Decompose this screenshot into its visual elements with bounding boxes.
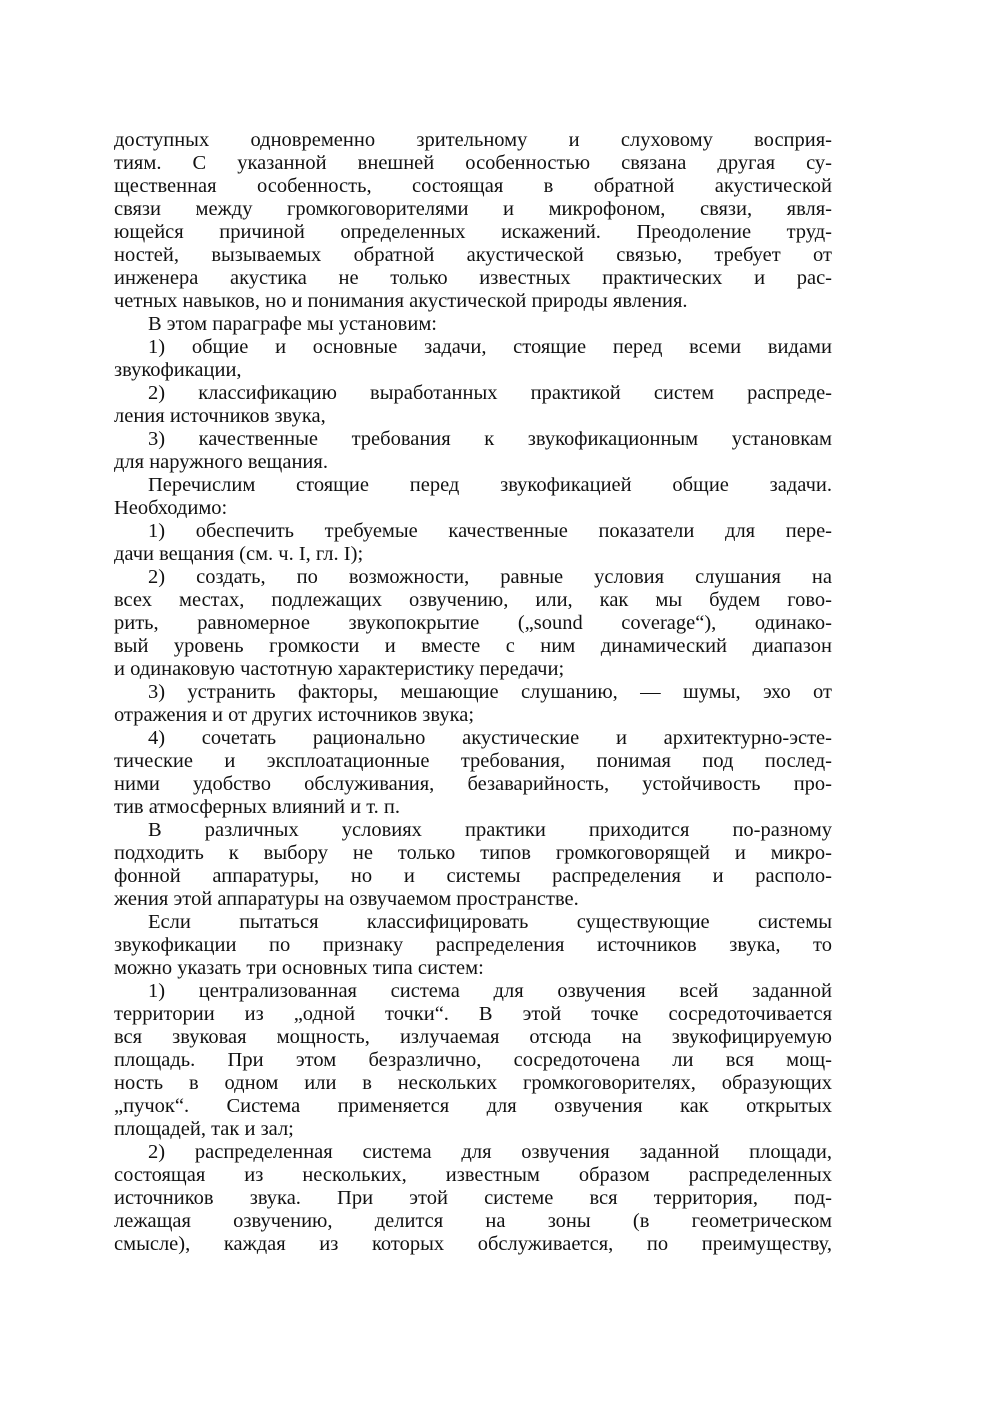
text-line: 1) обеспечить требуемые качественные показатели для пере- [148,520,832,542]
text-line: источников звука. При этой системе вся территория, под- [114,1187,832,1209]
body-text [114,129,832,1256]
text-line: жения этой аппаратуры на озвучаемом пространстве. [114,888,579,910]
text-line: Необходимо: [114,497,228,519]
text-line: звукофикации по признаку распределения источников звука, то [114,934,832,956]
text-line: 1) общие и основные задачи, стоящие перед всеми видами [148,336,832,358]
text-line: „пучок“. Система применяется для озвучения как открытых [114,1095,832,1117]
text-line: 2) классификацию выработанных практикой систем распреде- [148,382,832,404]
text-line: 2) создать, по возможности, равные условия слушания на [148,566,832,588]
text-line: вся звуковая мощность, излучаемая отсюда на звукофицируемую [114,1026,832,1048]
text-line: лежащая озвучению, делится на зоны (в геометрическом [114,1210,832,1232]
text-line: инженера акустика не только известных практических и рас- [114,267,832,289]
text-line: доступных одновременно зрительному и слуховому восприя- [114,129,832,151]
text-line: В этом параграфе мы установим: [148,313,437,335]
text-line: площадь. При этом безразлично, сосредоточена ли вся мощ- [114,1049,832,1071]
text-line: фонной аппаратуры, но и системы распределения и располо- [114,865,832,887]
text-line: связи между громкоговорителями и микрофоном, связи, явля- [114,198,832,220]
text-line: четных навыков, но и понимания акустической природы явления. [114,290,688,312]
text-line: ность в одном или в нескольких громкоговорителях, образующих [114,1072,832,1094]
text-line: 3) качественные требования к звукофикационным установкам [148,428,832,450]
text-line: вый уровень громкости и вместе с ним динамический диапазон [114,635,832,657]
text-line: подходить к выбору не только типов громкоговорящей и микро- [114,842,832,864]
text-line: ностей, вызываемых обратной акустической связью, требует от [114,244,832,266]
text-line: ющейся причиной определенных искажений. Преодоление труд- [114,221,832,243]
text-line: и одинаковую частотную характеристику передачи; [114,658,565,680]
text-line: Если пытаться классифицировать существующие системы [148,911,832,933]
text-line: площадей, так и зал; [114,1118,294,1140]
text-line: 2) распределенная система для озвучения заданной площади, [148,1141,832,1163]
text-line: щественная особенность, состоящая в обратной акустической [114,175,832,197]
text-line: 4) сочетать рационально акустические и архитектурно-эсте- [148,727,832,749]
text-line: 3) устранить факторы, мешающие слушанию, — шумы, эхо от [148,681,832,703]
text-line: можно указать три основных типа систем: [114,957,484,979]
text-line: смысле), каждая из которых обслуживается, по преимуществу, [114,1233,832,1255]
text-line: тив атмосферных влияний и т. п. [114,796,401,818]
text-line: отражения и от других источников звука; [114,704,475,726]
text-line: территории из „одной точки“. В этой точке сосредоточивается [114,1003,832,1025]
text-line: тиям. С указанной внешней особенностью связана другая су- [114,152,832,174]
text-line: всех местах, подлежащих озвучению, или, как мы будем гово- [114,589,832,611]
text-line: состоящая из нескольких, известным образом распределенных [114,1164,832,1186]
text-line: В различных условиях практики приходится по-разному [148,819,832,841]
text-line: ними удобство обслуживания, безаварийность, устойчивость про- [114,773,832,795]
text-line: ления источников звука, [114,405,326,427]
text-line: тические и эксплоатационные требования, понимая под послед- [114,750,832,772]
text-line: рить, равномерное звукопокрытие („sound coverage“), одинако- [114,612,832,634]
text-line: Перечислим стоящие перед звукофикацией общие задачи. [148,474,832,496]
text-line: звукофикации, [114,359,242,381]
text-line: для наружного вещания. [114,451,328,473]
text-line: 1) централизованная система для озвучения всей заданной [148,980,832,1002]
text-line: дачи вещания (см. ч. I, гл. I); [114,543,364,565]
